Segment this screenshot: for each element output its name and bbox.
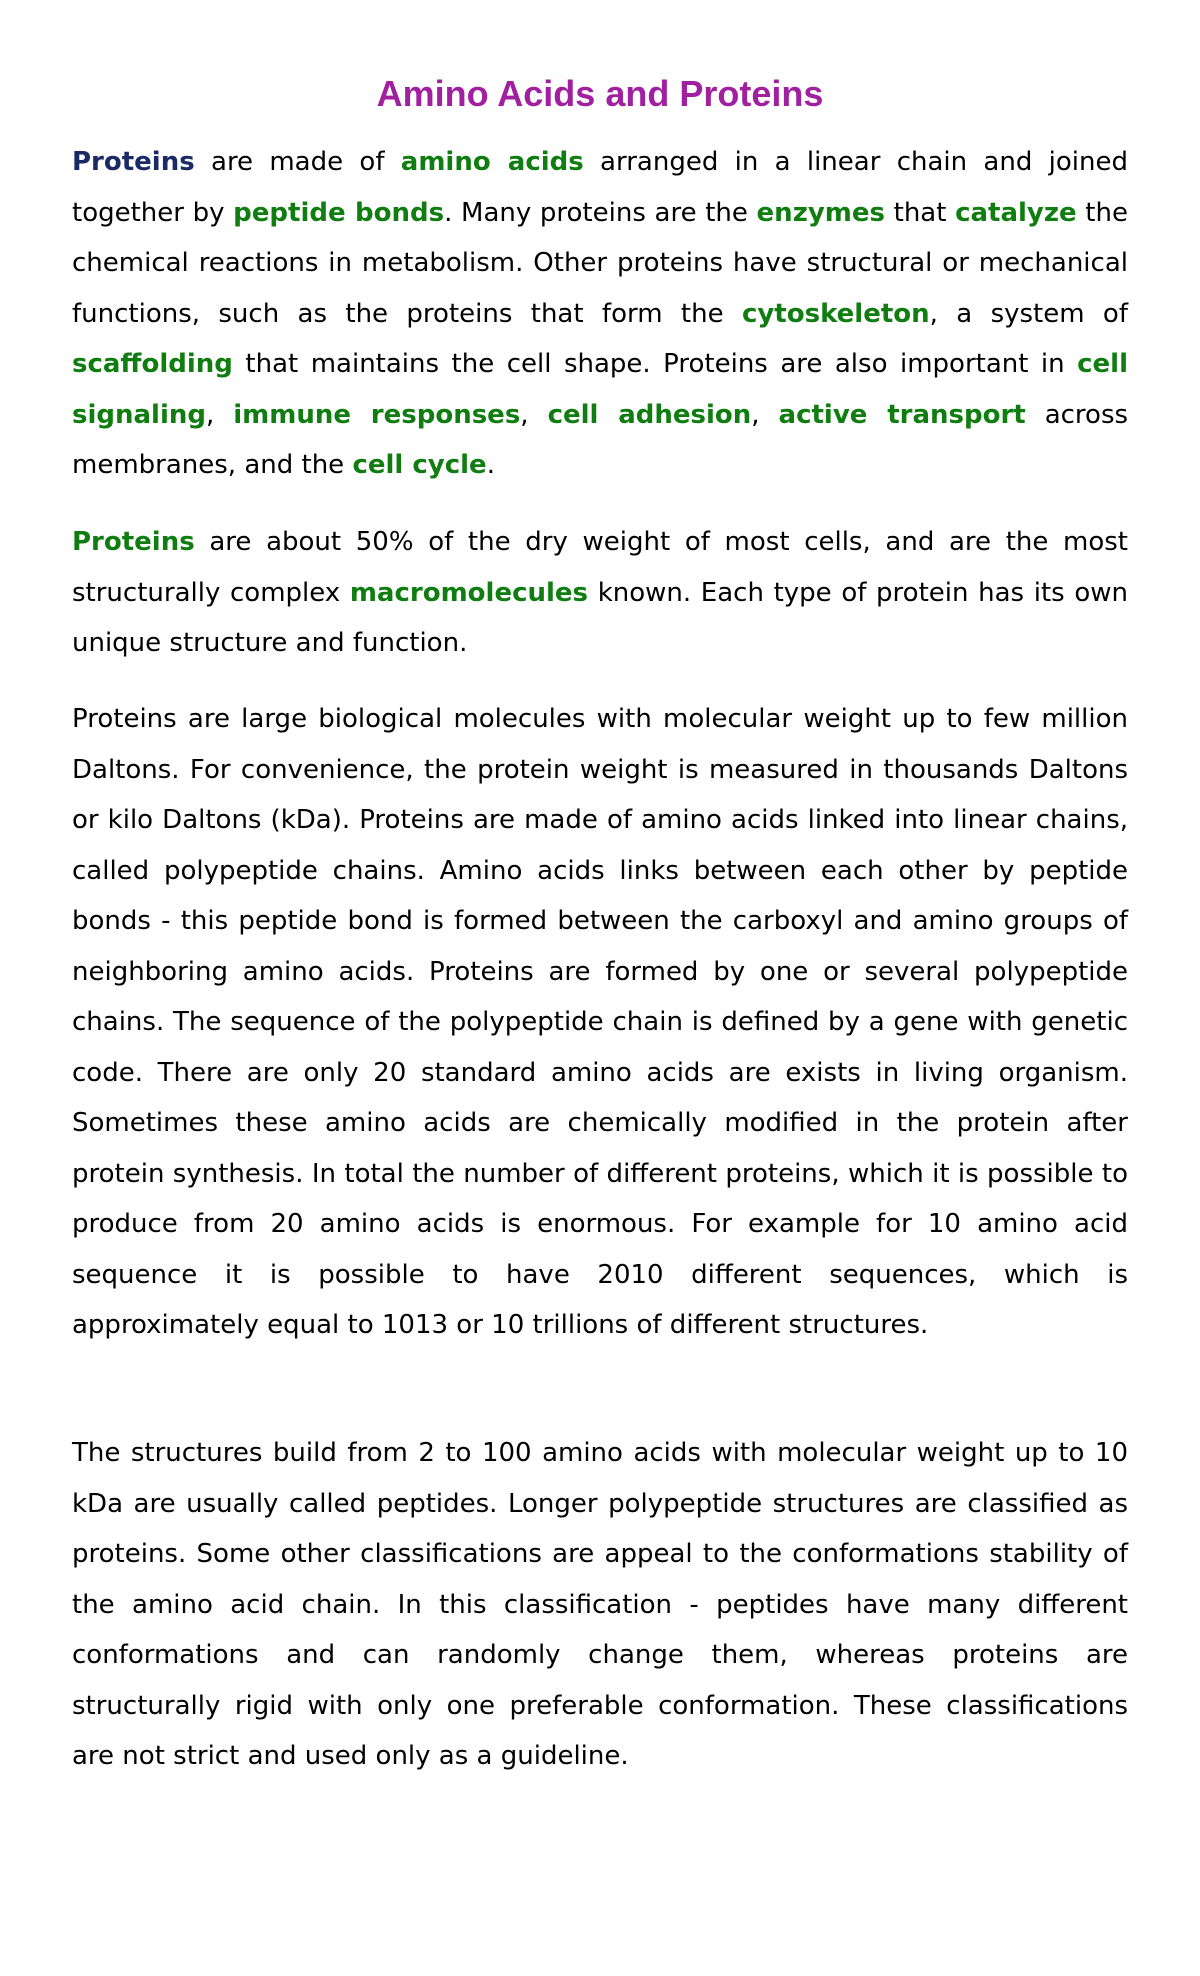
paragraph-1 bbox=[72, 137, 1128, 491]
keyword-peptide-bonds: peptide bonds bbox=[233, 197, 445, 228]
text-run: , bbox=[520, 399, 548, 430]
keyword-cell-signaling: cell signaling bbox=[72, 349, 1128, 430]
text-run: are made of bbox=[194, 147, 401, 177]
keyword-proteins: Proteins bbox=[72, 527, 195, 557]
text-run: , bbox=[206, 399, 234, 430]
keyword-cell-cycle: cell cycle bbox=[352, 450, 487, 480]
keyword-amino-acids: amino acids bbox=[400, 147, 584, 177]
page-title: Amino Acids and Proteins bbox=[376, 73, 824, 114]
keyword-immune-responses: immune responses bbox=[233, 399, 521, 430]
text-run: across membranes, and the bbox=[72, 399, 1129, 480]
text-run: known. Each type of protein has its own unique structure and function. bbox=[72, 577, 1129, 658]
text-run: that bbox=[884, 197, 956, 228]
text-run: . bbox=[486, 450, 495, 480]
keyword-cytoskeleton: cytoskeleton bbox=[741, 298, 930, 329]
paragraph-2 bbox=[72, 517, 1128, 669]
text-run: arranged in a linear chain and joined together by bbox=[72, 147, 1128, 228]
paragraph-4: The structures build from 2 to 100 amino acids with molecular weight up to 10 kDa are usually called peptides. Longer polypeptide structures are classified as proteins. Some other classifications are appeal to the conformations stability of the amino acid chain. In this classification - peptides have many different conformations and can randomly change them, whereas proteins are structurally rigid with only one preferable conformation. These classifications are not strict and used only as a guideline. bbox=[72, 1438, 1128, 1771]
keyword-active-transport: active transport bbox=[778, 399, 1026, 430]
text-run: that maintains the cell shape. Proteins are also important in bbox=[232, 349, 1078, 379]
keyword-cell-adhesion: cell adhesion bbox=[547, 399, 752, 430]
keyword-catalyze: catalyze bbox=[955, 197, 1077, 228]
text-run: are about 50% of the dry weight of most cells, and are the most structurally complex bbox=[72, 527, 1128, 608]
paragraph-3: Proteins are large biological molecules with molecular weight up to few million Daltons. For convenience, the protein weight is measured in thousands Daltons or kilo Daltons (kDa). Proteins are made of amino acids linked into linear chains, called polypeptide chains. Amino acids links between each other by peptide bonds - this peptide bond is formed between the carboxyl and amino groups of neighboring amino acids. Proteins are formed by one or several polypeptide chains. The sequence of the polypeptide chain is defined by a gene with genetic code. There are only 20 standard amino acids are exists in living organism. Sometimes these amino acids are chemically modified in the protein after protein synthesis. In total the number of different proteins, which it is possible to produce from 20 amino acids is enormous. For example for 10 amino acid sequence it is possible to have 2010 different sequences, which is approximately equal to 1013 or 10 trillions of different structures. bbox=[72, 704, 1128, 1340]
keyword-enzymes: enzymes bbox=[756, 197, 885, 228]
text-run: the chemical reactions in metabolism. Other proteins have structural or mechanical functions, such as the proteins that form the bbox=[72, 197, 1128, 329]
keyword-macromolecules: macromolecules bbox=[349, 577, 589, 608]
text-run: , a system of bbox=[929, 298, 1128, 329]
keyword-proteins: Proteins bbox=[72, 147, 195, 177]
keyword-scaffolding: scaffolding bbox=[72, 349, 233, 379]
text-run: , bbox=[751, 399, 779, 430]
text-run: . Many proteins are the bbox=[444, 197, 757, 228]
